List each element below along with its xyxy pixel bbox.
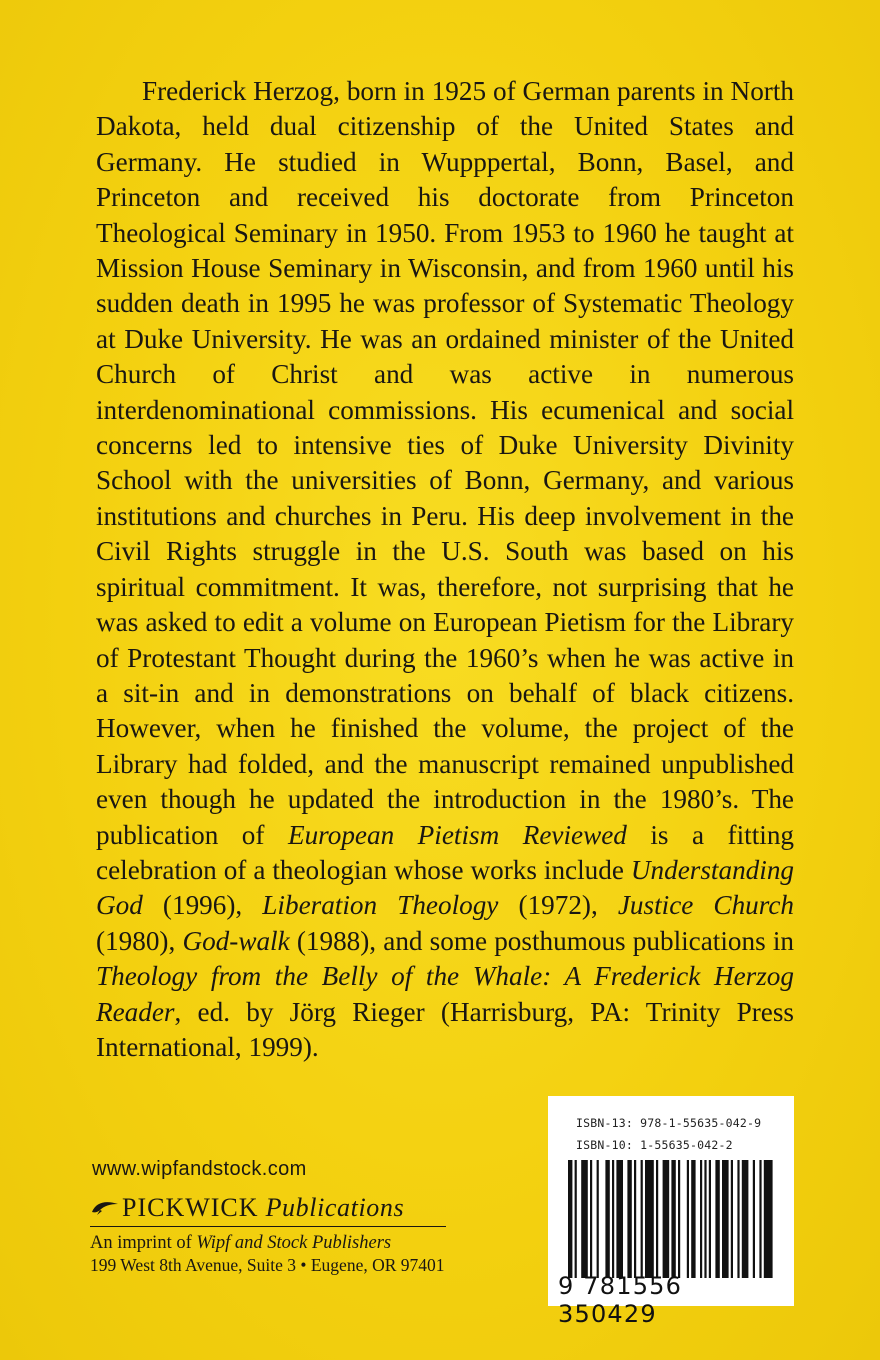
barcode-bar [656, 1160, 658, 1278]
imprint-name: PICKWICK [122, 1193, 259, 1222]
barcode-bar [590, 1160, 592, 1278]
imprint-parent: Wipf and Stock Publishers [196, 1233, 392, 1253]
barcode-icon [568, 1160, 776, 1278]
work-title-justice-church: Justice Church [617, 890, 794, 921]
imprint-line [90, 1233, 446, 1254]
isbn-10: ISBN-10: 1-55635-042-2 [576, 1138, 733, 1152]
work-title-herzog-reader: Theology from the Belly of the Whale: A Frederick Herzog Reader [96, 961, 794, 1027]
barcode-bar [678, 1160, 680, 1278]
publisher-address: 199 West 8th Avenue, Suite 3 • Eugene, OR 97401 [90, 1255, 445, 1275]
bio-text-6: (1988), and some posthumous publications in [289, 925, 794, 956]
imprint-name-italic: Publications [265, 1193, 405, 1222]
work-title-liberation-theology: Liberation Theology [262, 890, 499, 921]
work-title-understanding-god: Understanding God [96, 854, 794, 921]
barcode-bar [627, 1160, 631, 1278]
barcode-bar [687, 1160, 689, 1278]
barcode-bar [737, 1160, 739, 1278]
barcode-bar [575, 1160, 577, 1278]
book-title: European Pietism Reviewed [287, 819, 627, 850]
barcode-bar [691, 1160, 695, 1278]
bio-text-4: (1972), [498, 890, 618, 921]
imprint-logo [90, 1193, 446, 1227]
barcode-bar [597, 1160, 599, 1278]
bio-text-5: (1980), [96, 925, 183, 956]
barcode-bar [742, 1160, 749, 1278]
barcode-bar [581, 1160, 588, 1278]
barcode-bar [709, 1160, 711, 1278]
barcode-bar [663, 1160, 670, 1278]
barcode-digits: 9 781556 350429 [558, 1272, 683, 1328]
barcode-bar [731, 1160, 733, 1278]
imprint-prefix: An imprint of [90, 1233, 197, 1253]
barcode-bar [634, 1160, 636, 1278]
barcode-bar [700, 1160, 702, 1278]
barcode-bar [568, 1160, 572, 1278]
bio-text-7: , ed. by Jörg Rieger (Harrisburg, PA: Trinity Press International, 1999). [96, 996, 794, 1062]
publisher-block [90, 1158, 446, 1276]
barcode-bar [764, 1160, 773, 1278]
barcode-bar [759, 1160, 761, 1278]
barcode-bar [605, 1160, 609, 1278]
isbn-13: ISBN-13: 978-1-55635-042-9 [576, 1116, 762, 1130]
barcode-bar [715, 1160, 719, 1278]
pickwick-bird-icon [90, 1198, 120, 1216]
publisher-url[interactable]: www.wipfandstock.com [92, 1158, 307, 1180]
barcode-bar [616, 1160, 623, 1278]
barcode-bar [753, 1160, 755, 1278]
barcode-panel [548, 1096, 794, 1328]
author-biography [96, 74, 794, 1065]
bio-text-2: is a fitting celebration of a theologian whose works include [96, 819, 795, 885]
barcode-bar [704, 1160, 706, 1278]
bio-text-1: Frederick Herzog, born in 1925 of German parents in North Dakota, held dual citizenship of the United States and Germany. He studied in Wupppertal, Bonn, Basel, and Princeton and received his doctorate from Princeton Theological Seminary in 1950. From 1953 to 1960 he taught at Mission House Seminary in Wisconsin, and from 1960 until his sudden death in 1995 he was professor of Systematic Theology at Duke University. He was an ordained minister of the United Church of Christ and was active in numerous interdenominational commissions. His ecumenical and social concerns led to intensive ties of Duke University Divinity School with the universities of Bonn, Germany, and various institutions and churches in Peru. His deep involvement in the Civil Rights struggle in the U.S. South was based on his spiritual commitment. It was, therefore, not surprising that he was asked to edit a volume on European Pietism for the Library of Protestant Thought during the 1960’s when he was active in a sit-in and in demonstrations on behalf of black citizens. However, when he finished the volume, the project of the Library had folded, and the manuscript remained unpublished even though he updated the introduction in the 1980’s. The publication of [96, 76, 794, 850]
barcode-bar [612, 1160, 614, 1278]
work-title-god-walk: God-walk [182, 925, 290, 956]
barcode-bar [641, 1160, 643, 1278]
barcode-bar [722, 1160, 729, 1278]
bio-text-3: (1996), [142, 890, 263, 921]
barcode-bar [671, 1160, 675, 1278]
barcode-bar [645, 1160, 654, 1278]
